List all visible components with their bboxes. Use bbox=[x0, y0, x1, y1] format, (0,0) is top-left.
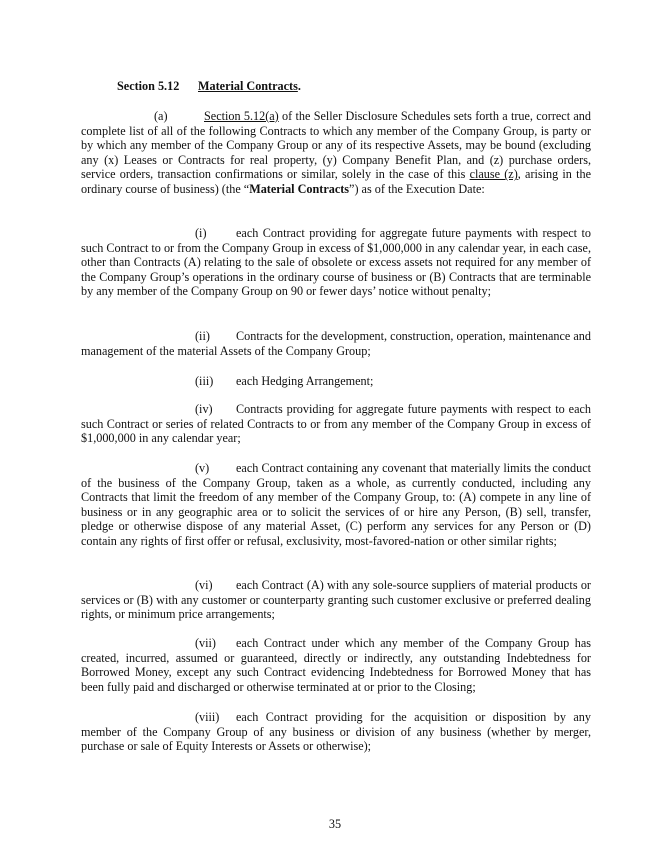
item-v-text: each Contract containing any covenant that materially limits the conduct of the business of the Company Group, taken as a whole, as currently conducted, including any Contracts that limit the freedom of any member of the Company Group, to: (A) compete in any line of business or in any geographic area or to solicit the services of or hire any Person, (B) sell, transfer, pledge or otherwise dispose of any material Asset, (C) perform any services for any Person or (D) contain any rights of first offer or refusal, exclusivity, most-favored-nation or other similar rights; bbox=[81, 461, 591, 548]
item-vii-text: each Contract under which any member of the Company Group has created, incurred, assumed or guaranteed, directly or indirectly, any outstanding Indebtedness for Borrowed Money, except any such Contract evidencing Indebtedness for Borrowed Money that has been fully paid and discharged or otherwise terminated at or prior to the Closing; bbox=[81, 636, 591, 694]
item-vii-label: (vii) bbox=[195, 636, 216, 650]
item-vi bbox=[81, 578, 591, 622]
item-i-label: (i) bbox=[195, 226, 207, 240]
item-v bbox=[81, 461, 591, 549]
section-5-12a-reference: Section 5.12(a) bbox=[204, 109, 279, 123]
item-iv-text: Contracts providing for aggregate future payments with respect to each such Contract or series of related Contracts to or from any member of the Company Group in excess of $1,000,000 in any calendar year; bbox=[81, 402, 591, 446]
item-viii-label: (viii) bbox=[195, 710, 220, 724]
item-iii-text: each Hedging Arrangement; bbox=[236, 374, 374, 388]
item-ii-text: Contracts for the development, construction, operation, maintenance and management of the material Assets of the Company Group; bbox=[81, 329, 591, 358]
page-number: 35 bbox=[328, 817, 342, 831]
item-viii-text: each Contract providing for the acquisition or disposition by any member of the Company Group of any business or division of any business (whether by merger, purchase or sale of Equity Interests or Assets or otherwise); bbox=[81, 710, 591, 754]
material-contracts-defined-term: Material Contracts bbox=[249, 181, 350, 196]
item-iii-label: (iii) bbox=[195, 374, 214, 388]
item-v-label: (v) bbox=[195, 461, 210, 475]
paragraph-a bbox=[81, 109, 591, 197]
clause-z-reference: clause (z) bbox=[469, 167, 518, 182]
item-vi-label: (vi) bbox=[195, 578, 213, 592]
item-i-text: each Contract providing for aggregate future payments with respect to such Contract to or from the Company Group in excess of $1,000,000 in any calendar year, in each case, other than Contracts (A) relating to the sale of obsolete or excess assets not required for any member of the Company Group’s operations in the ordinary course of business or (B) Contracts that are terminable by any member of the Company Group on 90 or fewer days’ notice without penalty; bbox=[81, 226, 591, 299]
section-heading bbox=[117, 79, 301, 94]
item-i bbox=[81, 226, 591, 299]
section-number: Section 5.12 bbox=[117, 79, 180, 93]
item-vii bbox=[81, 636, 591, 694]
item-viii bbox=[81, 710, 591, 754]
paragraph-a-label: (a) bbox=[154, 109, 168, 123]
item-vi-text: each Contract (A) with any sole-source suppliers of material products or services or (B) with any customer or counterparty granting such customer exclusive or preferred dealing rights, or minimum price arrangements; bbox=[81, 578, 591, 622]
paragraph-a-text-1: of the Seller Disclosure Schedules sets forth a true, correct and complete list of all of the following Contracts to which any member of the Company Group, is party or by which any member of the Company Group or any of its respective Assets, may be bound (excluding any (x) Leases or Contracts for real property, (y) Company Benefit Plan, and (z) purchase orders, service orders, transaction confirmations or similar, solely in the case of this bbox=[81, 109, 591, 182]
item-iv bbox=[81, 402, 591, 446]
section-title: Material Contracts bbox=[198, 79, 298, 93]
item-ii bbox=[81, 329, 591, 358]
paragraph-a-text-2: , arising in the ordinary course of business) (the “ bbox=[81, 167, 592, 196]
section-title-period: . bbox=[297, 79, 301, 93]
paragraph-a-text-3: ”) as of the Execution Date: bbox=[349, 181, 485, 196]
item-iv-label: (iv) bbox=[195, 402, 213, 416]
item-ii-label: (ii) bbox=[195, 329, 210, 343]
item-iii bbox=[81, 374, 591, 389]
